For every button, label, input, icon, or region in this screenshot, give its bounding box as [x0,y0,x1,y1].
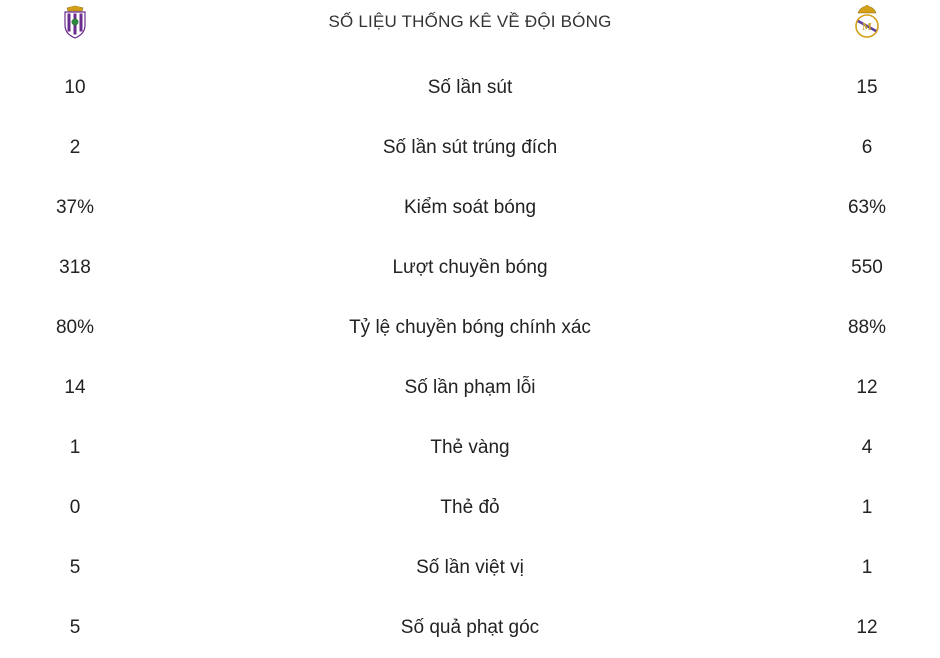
home-stat-value: 1 [69,437,81,458]
svg-text:M: M [862,23,872,33]
away-stat-value: 88% [847,317,887,338]
away-stat-value: 15 [856,77,878,98]
home-stat-value: 80% [55,317,95,338]
home-stat-value: 14 [64,377,86,398]
home-stat-value: 37% [55,197,95,218]
home-stat-value: 5 [69,617,81,638]
page-title: SỐ LIỆU THỐNG KÊ VỀ ĐỘI BÓNG [328,12,612,31]
stat-label: Kiểm soát bóng [403,197,537,218]
stat-row [0,538,940,598]
home-stat-value: 10 [64,77,86,98]
stat-row [0,178,940,238]
home-stat-value: 5 [69,557,81,578]
stat-row [0,58,940,118]
stats-table [0,58,940,658]
away-stat-value: 550 [851,257,883,278]
stats-header [0,0,940,44]
stat-label: Thẻ vàng [430,437,510,458]
stat-row [0,598,940,658]
stat-row [0,298,940,358]
home-stat-value: 318 [59,257,91,278]
stat-label: Số lần sút [427,77,513,98]
stat-label: Số lần việt vị [416,557,524,578]
home-stat-value: 2 [69,137,81,158]
stat-row [0,358,940,418]
away-stat-value: 6 [861,137,873,158]
stat-label: Lượt chuyền bóng [392,257,548,278]
home-stat-value: 0 [69,497,81,518]
real-madrid-crest-icon [852,5,882,39]
stat-row [0,118,940,178]
away-stat-value: 1 [861,557,873,578]
stat-row [0,418,940,478]
stat-row [0,478,940,538]
away-stat-value: 1 [861,497,873,518]
stat-label: Số quả phạt góc [400,617,540,638]
stat-label: Thẻ đỏ [440,497,500,518]
stat-label: Số lần phạm lỗi [404,377,536,398]
stat-row [0,238,940,298]
stat-label: Số lần sút trúng đích [382,137,558,158]
away-stat-value: 12 [856,617,878,638]
away-stat-value: 63% [847,197,887,218]
away-stat-value: 4 [861,437,873,458]
stat-label: Tỷ lệ chuyền bóng chính xác [349,317,591,338]
away-stat-value: 12 [856,377,878,398]
